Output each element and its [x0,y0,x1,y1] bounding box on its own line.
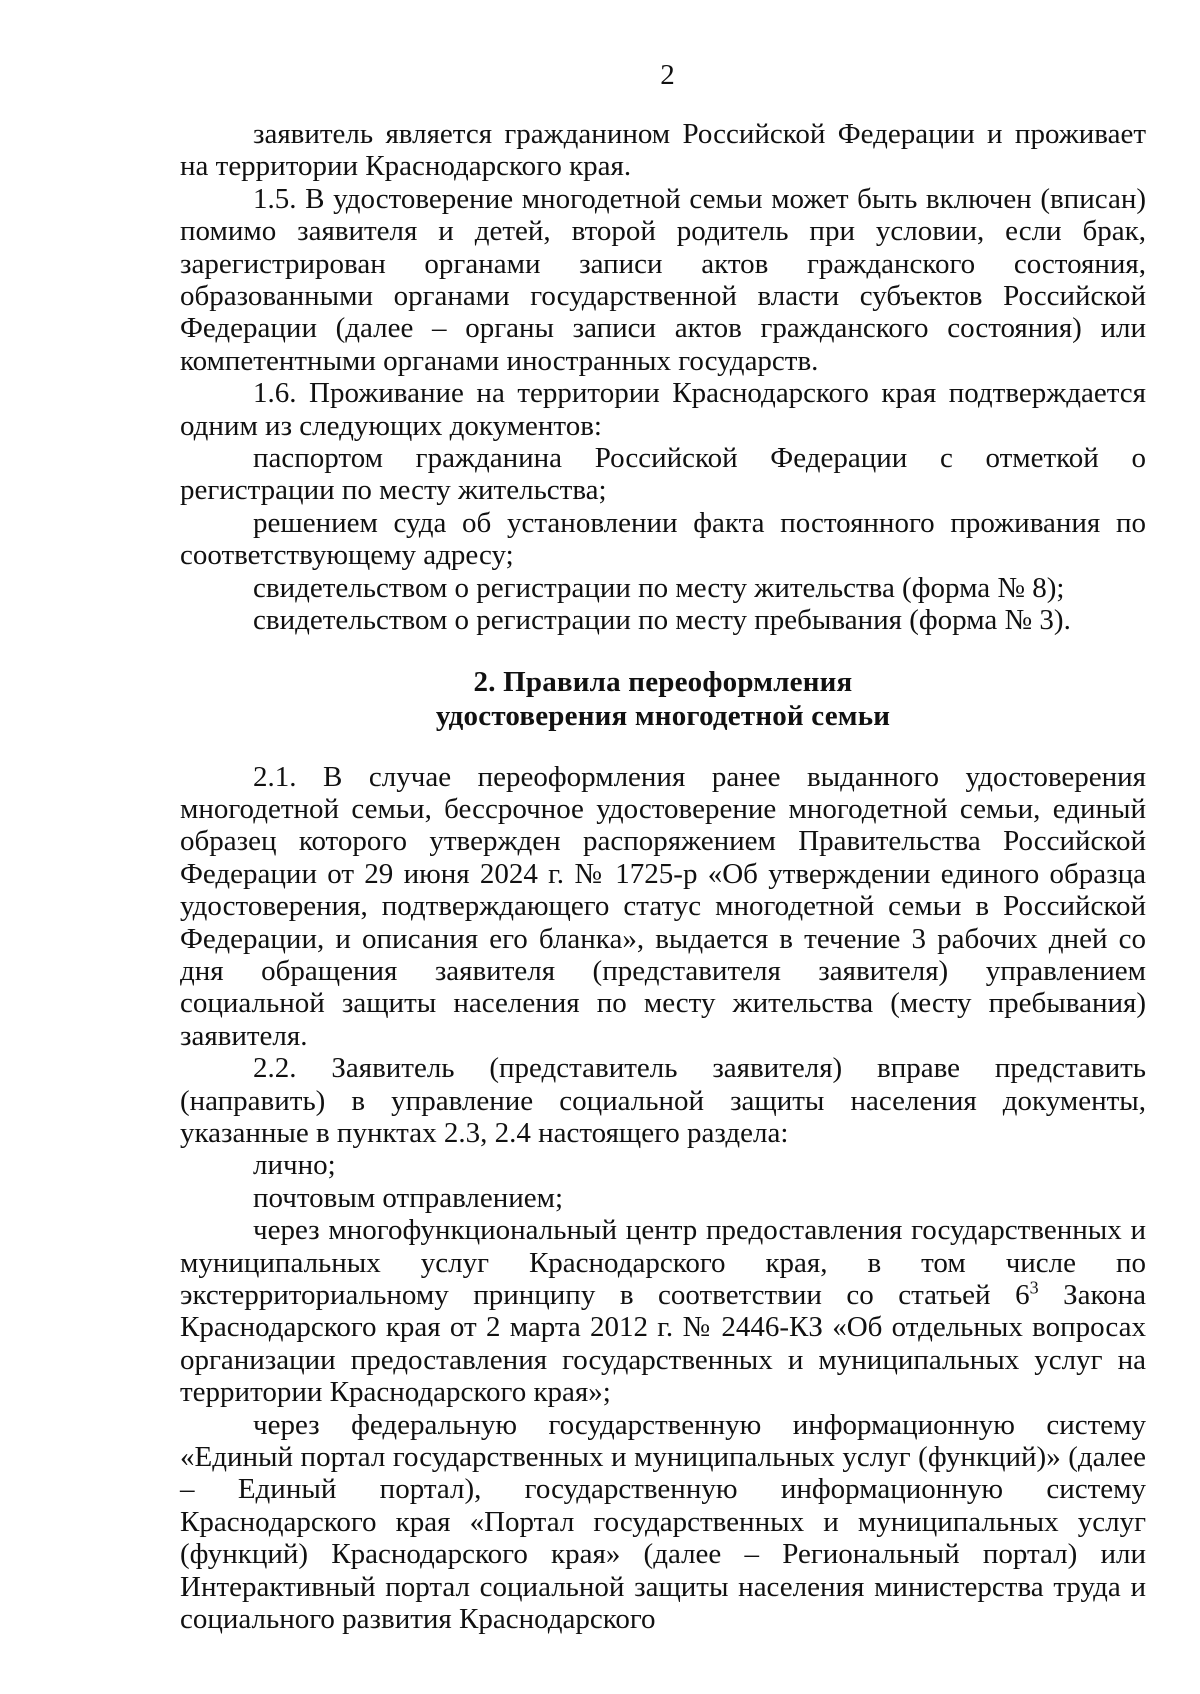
list-item-mfc [180,1214,1146,1408]
article-superscript: 3 [1029,1277,1039,1298]
paragraph-1-6: 1.6. Проживание на территории Краснодарского края подтверждается одним из следующих документов: [180,377,1146,442]
list-item-form-8: свидетельством о регистрации по месту жительства (форма № 8); [253,571,1065,604]
paragraph-2-2: 2.2. Заявитель (представитель заявителя) вправе представить (направить) в управление социальной защиты населения документы, указанные в пунктах 2.3, 2.4 настоящего раздела: [180,1052,1146,1149]
list-item-in-person: лично; [253,1149,336,1182]
list-item-by-post: почтовым отправлением; [253,1181,564,1214]
paragraph-2-1: 2.1. В случае переоформления ранее выданного удостоверения многодетной семьи, бессрочное удостоверение многодетной семьи, единый образец которого утвержден распоряжением Правительства Российской Федерации от 29 июня 2024 г. № 1725-р «Об утверждении единого образца удостоверения, подтверждающего статус многодетной семьи в Российской Федерации, и описания его бланка», выдается в течение 3 рабочих дней со дня обращения заявителя (представителя заявителя) управлением социальной защиты населения по месту жительства (месту пребывания) заявителя. [180,760,1146,1052]
spacer [180,733,1146,761]
list-item-form-3: свидетельством о регистрации по месту пребывания (форма № 3). [253,604,1071,637]
section-heading-line-2: удостоверения многодетной семьи [435,699,891,732]
list-item-passport: паспортом гражданина Российской Федерации с отметкой о регистрации по месту жительства; [180,442,1146,507]
section-heading-line-1: 2. Правила переоформления [473,665,853,698]
page-number: 2 [660,59,675,91]
paragraph-citizenship: заявитель является гражданином Российской Федерации и проживает на территории Краснодарского края. [180,118,1146,183]
list-item-portals: через федеральную государственную информационную систему «Единый портал государственных и муниципальных услуг (функций)» (далее – Единый портал), государственную информационную систему Краснодарского края «Портал государственных и муниципальных услуг (функций) Краснодарского края» (далее – Региональный портал) или Интерактивный портал социальной защиты населения министерства труда и социального развития Краснодарского [180,1408,1146,1636]
paragraph-1-5: 1.5. В удостоверение многодетной семьи может быть включен (вписан) помимо заявителя и детей, второй родитель при условии, если брак, зарегистрирован органами записи актов гражданского состояния, образованными органами государственной власти субъектов Российской Федерации (далее – органы записи актов гражданского состояния) или компетентными органами иностранных государств. [180,182,1146,377]
mfc-text-after: Закона Краснодарского края от 2 марта 2012 г. № 2446-КЗ «Об отдельных вопросах организации предоставления государственных и муниципальных услуг на территории Краснодарского края»; [180,1279,1146,1409]
document-body [180,118,1146,1635]
spacer [180,637,1146,665]
mfc-text-before: через многофункциональный центр предоставления государственных и муниципальных услуг Краснодарского края, в том числе по экстерриториальному принципу в соответствии со статьей 6 [180,1214,1146,1311]
list-item-court-decision: решением суда об установлении факта постоянного проживания по соответствующему адресу; [180,506,1146,572]
